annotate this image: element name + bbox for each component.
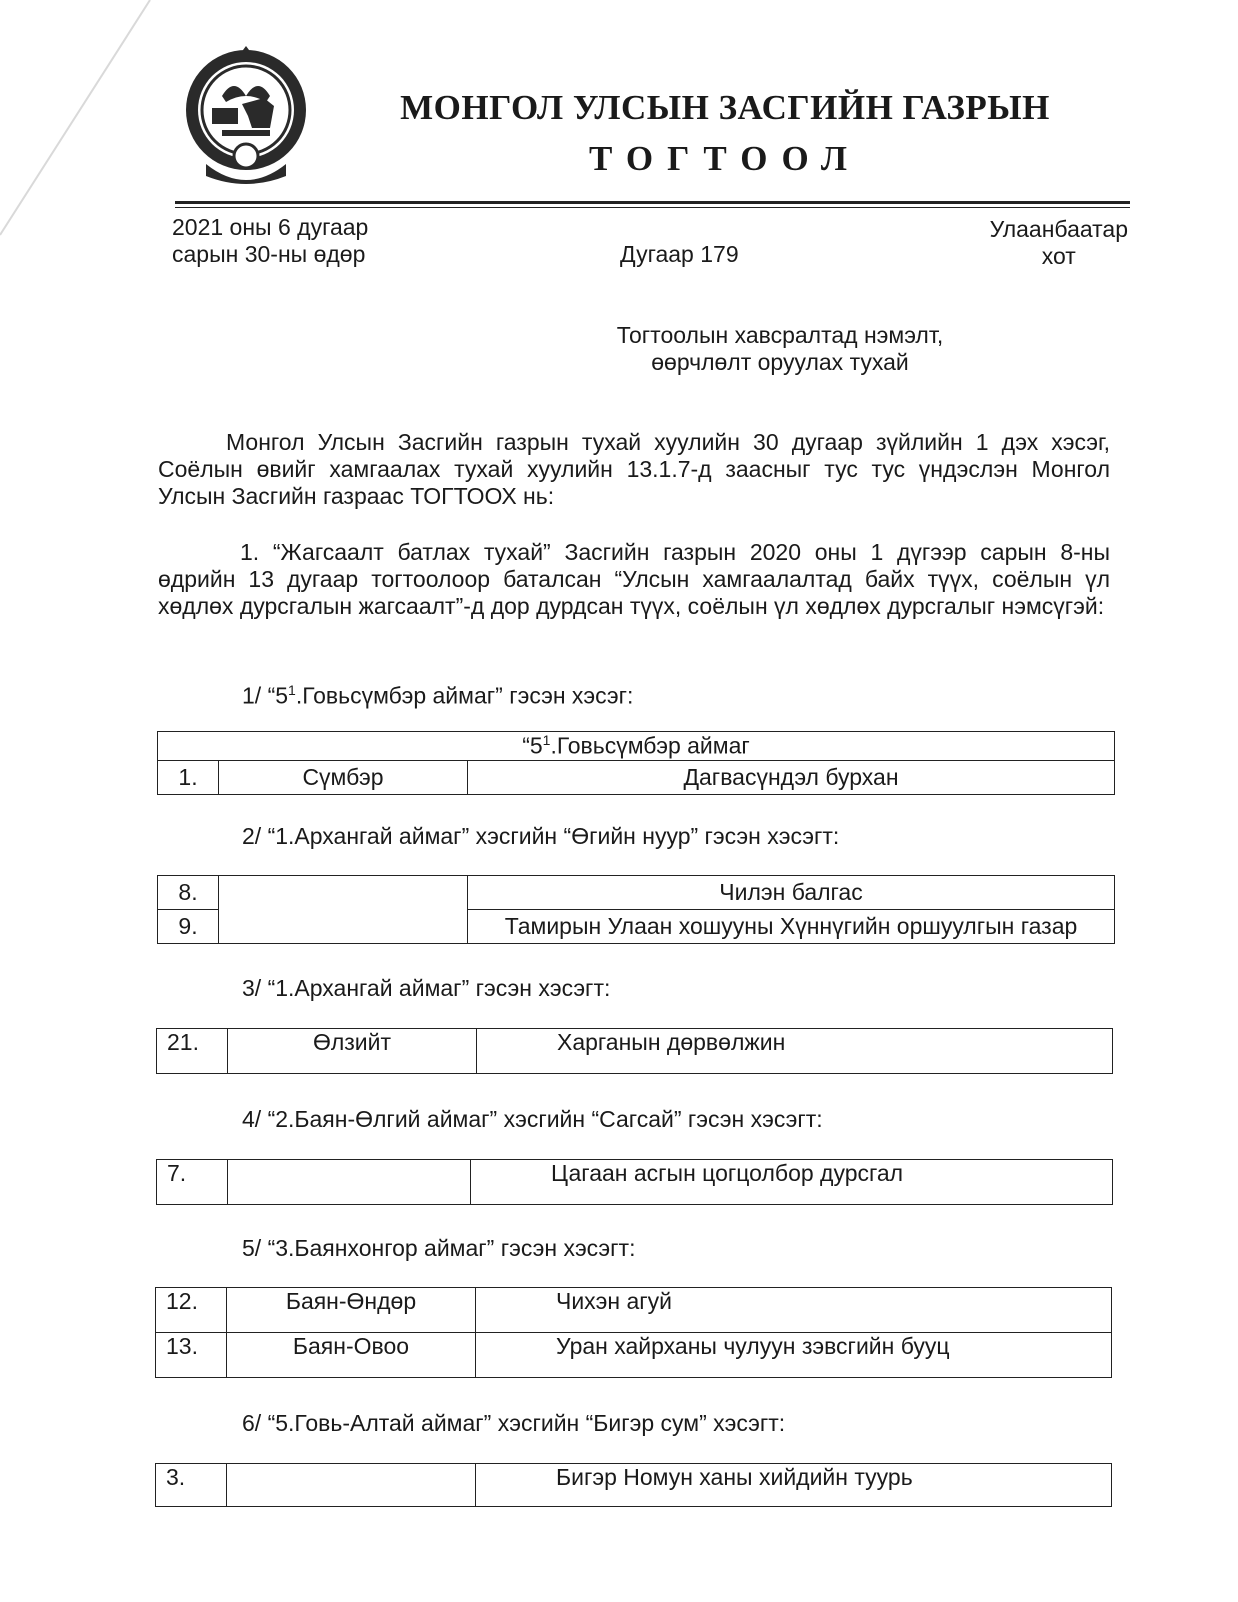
government-title: МОНГОЛ УЛСЫН ЗАСГИЙН ГАЗРЫН bbox=[400, 88, 1050, 127]
row-number: 7. bbox=[157, 1160, 228, 1205]
table-row bbox=[157, 1160, 1113, 1205]
row-number: 3. bbox=[156, 1464, 227, 1507]
row-sum: Баян-Өндөр bbox=[227, 1288, 476, 1333]
resolution-date bbox=[172, 214, 368, 268]
table-row bbox=[158, 760, 1115, 794]
row-sum bbox=[219, 876, 468, 944]
row-heritage-name: Цагаан асгын цогцолбор дурсгал bbox=[471, 1160, 1113, 1205]
city-line-2: хот bbox=[1041, 243, 1076, 269]
body-paragraph-1 bbox=[158, 429, 1110, 510]
row-number: 12. bbox=[156, 1288, 227, 1333]
row-heritage-name: Тамирын Улаан хошууны Хүннүгийн оршуулгын газар bbox=[468, 910, 1115, 944]
section-table-6 bbox=[155, 1463, 1112, 1507]
row-number: 8. bbox=[158, 876, 219, 910]
row-number: 21. bbox=[157, 1029, 228, 1074]
subject-line-2: өөрчлөлт оруулах тухай bbox=[651, 349, 909, 375]
date-line-2: сарын 30-ны өдөр bbox=[172, 241, 366, 267]
section-label-5: 5/ “3.Баянхонгор аймаг” гэсэн хэсэгт: bbox=[242, 1235, 636, 1261]
body-paragraph-2-text: 1. “Жагсаалт батлах тухай” Засгийн газрын 2020 оны 1 дүгээр сарын 8-ны өдрийн 13 дугаар тогтоолоор баталсан “Улсын хамгаалалтад байх түүх, соёлын үл хөдлөх дурсгалын жагсаалт”-д дор дурдсан түүх, соёлын үл хөдлөх дурсгалыг нэмсүгэй: bbox=[158, 539, 1110, 619]
table-row bbox=[156, 1288, 1112, 1333]
table-row bbox=[156, 1464, 1112, 1507]
subject-line-1: Тогтоолын хавсралтад нэмэлт, bbox=[616, 322, 944, 348]
row-sum bbox=[227, 1464, 476, 1507]
row-sum bbox=[228, 1160, 471, 1205]
row-number: 13. bbox=[156, 1333, 227, 1378]
header-rule-thick bbox=[175, 201, 1130, 204]
row-heritage-name: Чилэн балгас bbox=[468, 876, 1115, 910]
resolution-number: Дугаар 179 bbox=[620, 241, 739, 267]
table-header-row bbox=[158, 732, 1115, 761]
table-header-cell: “$5^1.Говьсүмбэр$ аймаг bbox=[158, 732, 1115, 761]
section-table-1 bbox=[157, 731, 1115, 795]
section-label-2: 2/ “1.Архангай аймаг” хэсгийн “Өгийн нуур” гэсэн хэсэгт: bbox=[242, 823, 840, 849]
row-heritage-name: Дагвасүндэл бурхан bbox=[468, 760, 1115, 794]
table-row bbox=[156, 1333, 1112, 1378]
body-paragraph-2 bbox=[158, 539, 1110, 620]
row-sum: Сүмбэр bbox=[219, 760, 468, 794]
scan-corner-mark bbox=[0, 0, 160, 250]
city-line-1: Улаанбаатар bbox=[989, 216, 1128, 242]
date-line-1: 2021 оны 6 дугаар bbox=[172, 214, 369, 240]
section-label-3: 3/ “1.Архангай аймаг” гэсэн хэсэгт: bbox=[242, 975, 611, 1001]
header-rule-thin bbox=[175, 207, 1130, 208]
section-table-5 bbox=[155, 1287, 1112, 1378]
row-sum: Өлзийт bbox=[228, 1029, 477, 1074]
row-number: 1. bbox=[158, 760, 219, 794]
row-heritage-name: Харганын дөрвөлжин bbox=[477, 1029, 1113, 1074]
section-table-4 bbox=[156, 1159, 1113, 1205]
section-label-6: 6/ “5.Говь-Алтай аймаг” хэсгийн “Бигэр сум” хэсэгт: bbox=[242, 1410, 786, 1436]
row-heritage-name: Уран хайрханы чулуун зэвсгийн бууц bbox=[476, 1333, 1112, 1378]
row-heritage-name: Бигэр Номун ханы хийдийн туурь bbox=[476, 1464, 1112, 1507]
state-emblem-icon bbox=[182, 46, 310, 188]
section-label-1: 1/ “$5^1.Говьсүмбэр$ аймаг” гэсэн хэсэг: bbox=[242, 682, 634, 709]
table-row bbox=[158, 876, 1115, 910]
section-table-2 bbox=[157, 875, 1115, 944]
section-label-4: 4/ “2.Баян-Өлгий аймаг” хэсгийн “Сагсай” гэсэн хэсэгт: bbox=[242, 1106, 823, 1132]
body-paragraph-1-text: Монгол Улсын Засгийн газрын тухай хуулийн 30 дугаар зүйлийн 1 дэх хэсэг, Соёлын өвийг хамгаалах тухай хуулийн 13.1.7-д заасныг тус тус үндэслэн Монгол Улсын Засгийн газраас ТОГТООХ нь: bbox=[158, 429, 1110, 509]
section-table-3 bbox=[156, 1028, 1113, 1074]
row-heritage-name: Чихэн агуй bbox=[476, 1288, 1112, 1333]
resolution-subject bbox=[590, 322, 970, 376]
resolution-city bbox=[990, 216, 1128, 270]
row-number: 9. bbox=[158, 910, 219, 944]
table-row bbox=[157, 1029, 1113, 1074]
row-sum: Баян-Овоо bbox=[227, 1333, 476, 1378]
resolution-title: ТОГТООЛ bbox=[588, 139, 862, 178]
